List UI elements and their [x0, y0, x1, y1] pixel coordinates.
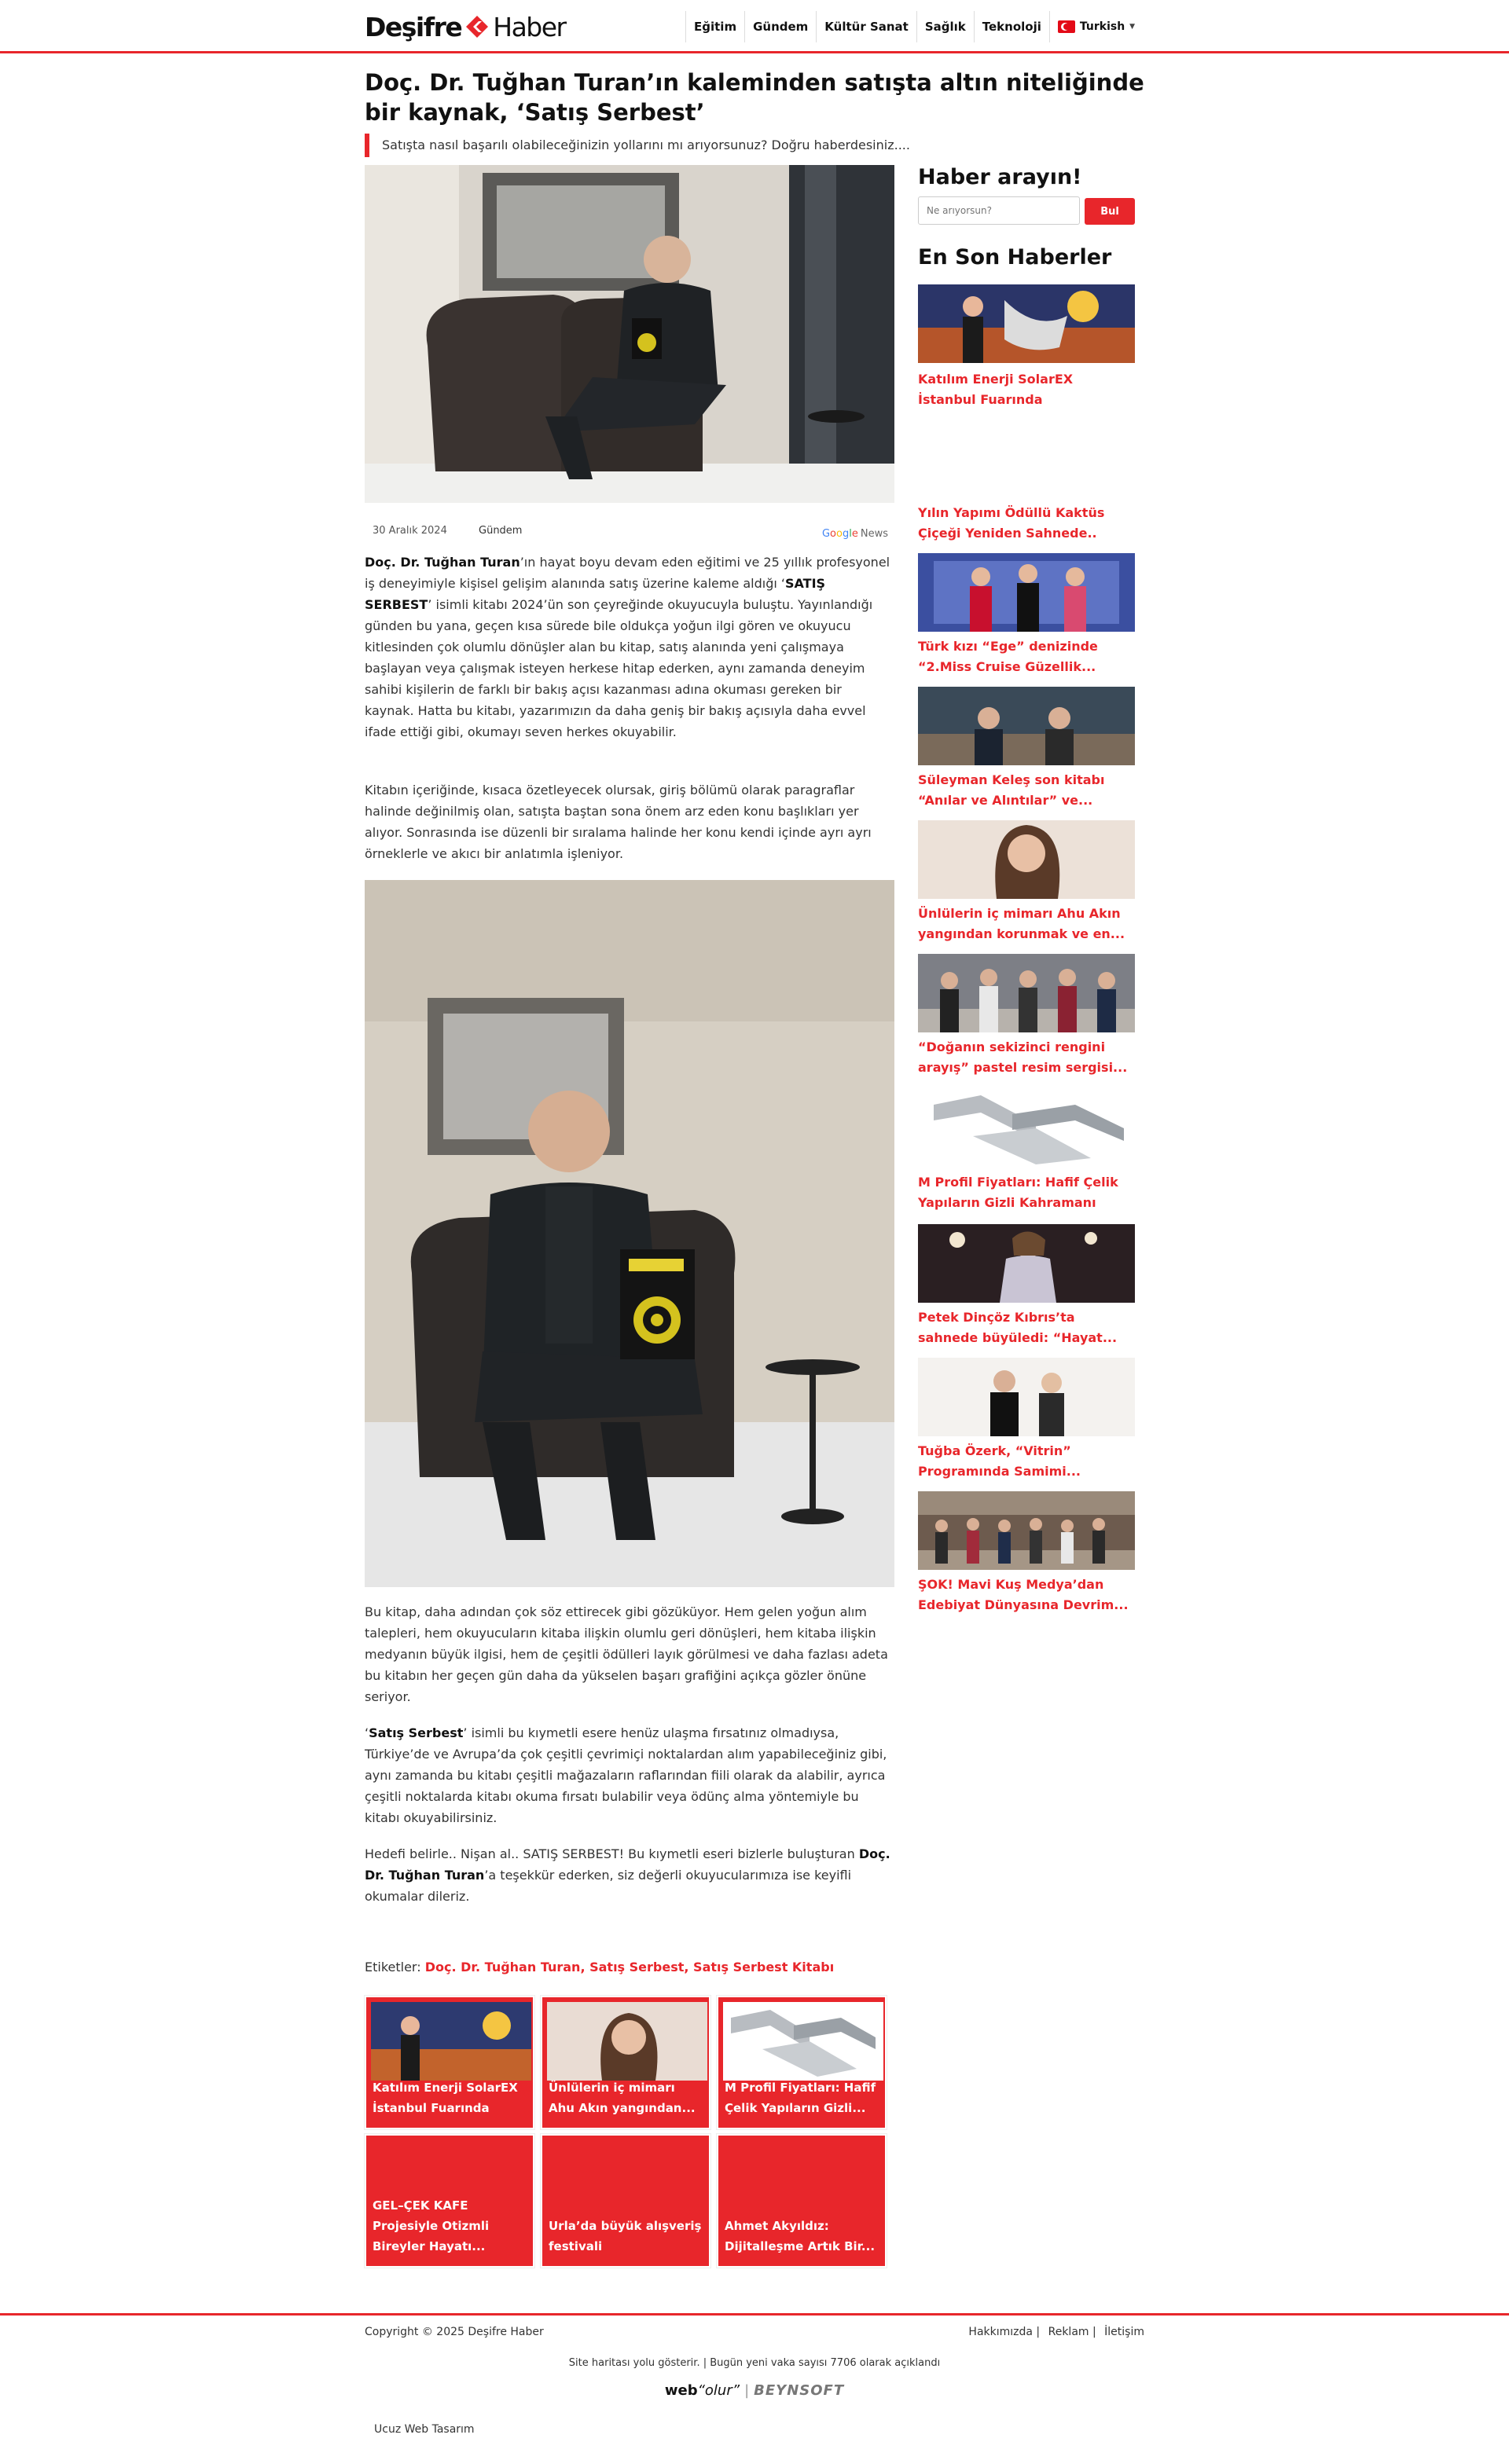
- book-title: SATIŞ SERBEST: [365, 576, 826, 612]
- author-name: Doç. Dr. Tuğhan Turan: [365, 555, 520, 570]
- article-title: Doç. Dr. Tuğhan Turan’ın kaleminden satışta altın niteliğinde bir kaynak, ‘Satış Serbest’: [365, 69, 1144, 126]
- side-thumb-duo[interactable]: [918, 1358, 1135, 1436]
- side-news-title[interactable]: Süleyman Keleş son kitabı “Anılar ve Alıntılar” ve...: [918, 772, 1105, 808]
- side-news-title[interactable]: M Profil Fiyatları: Hafif Çelik Yapıların Gizli Kahramanı: [918, 1175, 1118, 1210]
- google-news-icon: Google: [821, 528, 858, 540]
- side-news-title[interactable]: Petek Dinçöz Kıbrıs’ta sahnede büyüledi: “Hayat...: [918, 1310, 1118, 1345]
- article-paragraph-3: Bu kitap, daha adından çok söz ettirecek gibi gözüküyor. Hem gelen yoğun alım talepleri, hem okuyucuların kitaba ilişkin olumlu geri dönüşleri, hem kitaba ilişkin medyanın büyük ilgisi, hem de çeşitli ödülleri layık görülmesi ve daha fazlası adeta bu kitabın her geçen gün daha da yükselen başarı grafiğini açıkça gözler önüne seriyor.: [365, 1604, 888, 1704]
- tag-separator: ,: [580, 1960, 590, 1974]
- logo-arrow-icon: [463, 13, 491, 41]
- language-label: Turkish: [1079, 20, 1125, 33]
- side-thumb-group[interactable]: [918, 954, 1135, 1032]
- copyright-text: Copyright © 2025 Deşifre Haber: [365, 2326, 544, 2338]
- related-card[interactable]: [541, 2134, 710, 2268]
- article-lead: Satışta nasıl başarılı olabileceğinizin yollarını mı arıyorsunuz? Doğru haberdesiniz....: [365, 134, 1151, 157]
- nav-item-saglik[interactable]: Sağlık: [916, 11, 974, 42]
- tag-link[interactable]: Satış Serbest: [589, 1960, 685, 1974]
- nav-item-kultur-sanat[interactable]: Kültür Sanat: [816, 11, 916, 42]
- related-card[interactable]: [717, 1996, 887, 2129]
- side-thumb-stage[interactable]: [918, 1224, 1135, 1303]
- turkey-flag-icon: [1058, 20, 1075, 33]
- footer-link-iletisim[interactable]: İletişim: [1104, 2326, 1144, 2338]
- tag-separator: ,: [684, 1960, 694, 1974]
- article-date: 30 Aralık 2024: [373, 525, 447, 537]
- credit-separator: |: [744, 2382, 750, 2399]
- site-logo[interactable]: [365, 11, 566, 42]
- article-tags: [365, 1960, 834, 1974]
- side-thumb-interview[interactable]: [918, 687, 1135, 765]
- related-card[interactable]: [365, 2134, 534, 2268]
- language-selector[interactable]: [1049, 11, 1143, 42]
- cheap-web-design-link[interactable]: Ucuz Web Tasarım: [374, 2423, 475, 2436]
- article-paragraph-4: [365, 1722, 894, 1828]
- side-news-title[interactable]: ŞOK! Mavi Kuş Medya’dan Edebiyat Dünyasına Devrim...: [918, 1577, 1129, 1612]
- footer-link-hakkimizda[interactable]: Hakkımızda |: [968, 2326, 1041, 2338]
- credits-logos[interactable]: [0, 2382, 1509, 2399]
- related-thumb-woman: [547, 2002, 707, 2081]
- credit-web: web: [664, 2382, 698, 2399]
- article-meta: [365, 519, 894, 542]
- side-thumb-steel[interactable]: [918, 1089, 1135, 1168]
- related-articles-grid: [365, 1996, 894, 2268]
- side-thumb-pageant[interactable]: [918, 553, 1135, 632]
- article-paragraph-5: [365, 1843, 894, 1907]
- side-news-title[interactable]: Tuğba Özerk, “Vitrin” Programında Samimi...: [918, 1443, 1081, 1479]
- text-run: ’ın hayat boyu devam eden eğitimi ve 25 yıllık profesyonel iş deneyimiyle kişisel gelişim alanında satış üzerine kaleme aldığı ‘: [365, 555, 890, 591]
- text-run: ’ isimli bu kıymetli esere henüz ulaşma fırsatınız olmadıysa, Türkiye’de ve Avrupa’da çok çeşitli çevrimiçi noktalardan alım yapabileceğiniz gibi, aynı zamanda bu kitabı çeşitli mağazaların raflarından fiili olarak da alabilir, ayrıca çeşitli noktalarda kitabı okuma fırsatı bulabilir veya ödünç alma yöntemiyle bu kitabı okuyabilirsiniz.: [365, 1725, 887, 1825]
- related-title: M Profil Fiyatları: Hafif Çelik Yapıların Gizli...: [725, 2081, 876, 2115]
- tag-link[interactable]: Satış Serbest Kitabı: [693, 1960, 835, 1974]
- credit-beynsoft: BEYNSOFT: [754, 2382, 845, 2399]
- footer-link-reklam[interactable]: Reklam |: [1048, 2326, 1096, 2338]
- footer-links: [964, 2326, 1144, 2338]
- search-input[interactable]: [918, 196, 1080, 225]
- search-button[interactable]: Bul: [1085, 198, 1135, 225]
- nav-item-egitim[interactable]: Eğitim: [685, 11, 744, 42]
- credit-olur: “olur”: [697, 2382, 740, 2399]
- search-heading: Haber arayın!: [918, 165, 1082, 189]
- author-name: Doç. Dr. Tuğhan Turan: [365, 1846, 890, 1883]
- side-news-title[interactable]: Katılım Enerji SolarEX İstanbul Fuarında: [918, 372, 1074, 407]
- side-news-title[interactable]: Ünlülerin iç mimarı Ahu Akın yangından korunmak ve en...: [918, 906, 1125, 941]
- main-nav: [685, 11, 1143, 42]
- text-run: Hedefi belirle.. Nişan al.. SATIŞ SERBEST! Bu kıymetli eseri bizlerle buluşturan: [365, 1846, 859, 1861]
- related-card[interactable]: [541, 1996, 710, 2129]
- related-thumb-solar: [371, 2002, 531, 2081]
- text-run: ‘: [365, 1725, 369, 1740]
- nav-item-gundem[interactable]: Gündem: [744, 11, 816, 42]
- article-paragraph-2: Kitabın içeriğinde, kısaca özetleyecek olursak, giriş bölümü olarak paragraflar halinde değinilmiş olan, satışta baştan sona önem arz eden konu başlıkları yer alıyor. Sonrasında ise düzenli bir sıralama halinde her konu kendi içinde ayrı ayrı örneklerle ve akıcı bir anlatımla işleniyor.: [365, 783, 872, 861]
- caret-down-icon: ▼: [1129, 23, 1136, 31]
- related-title: Ahmet Akyıldız: Dijitalleşme Artık Bir...: [725, 2219, 876, 2253]
- article-paragraph-1: [365, 552, 894, 742]
- sitemap-text: Site haritası yolu gösterir. | Bugün yeni vaka sayısı 7706 olarak açıklandı: [568, 2357, 941, 2369]
- google-news-label: News: [860, 528, 888, 540]
- side-news-title[interactable]: Yılın Yapımı Ödüllü Kaktüs Çiçeği Yeniden Sahnede..: [918, 505, 1105, 541]
- text-run: ’ isimli kitabı 2024’ün son çeyreğinde okuyucuyla buluştu. Yayınlandığı günden bu yana, geçen kısa sürede bile oldukça yoğun ilgi gören ve okuyucu kitlesinden çok olumlu dönüşler alan bu kitap, satış alanında yeni çalışmaya başlayan veya çalışmak isteyen herkese hitap ederken, aynı zamanda deneyim sahibi kişilerin de farklı bir bakış açısı kazanması adına okuması gereken bir kaynak. Hatta bu kitabı, yazarımızın da daha geniş bir bakış açısıyla daha evvel ifade ettiği gibi, okumayı seven herkes okuyabilir.: [365, 597, 873, 739]
- related-thumb-steel: [723, 2002, 883, 2081]
- side-news-title[interactable]: “Doğanın sekizinci rengini arayış” pastel resim sergisi...: [918, 1040, 1128, 1075]
- side-news-title[interactable]: Türk kızı “Ege” denizinde “2.Miss Cruise Güzellik...: [918, 639, 1098, 674]
- tags-label: Etiketler:: [365, 1960, 421, 1974]
- footer-divider: [0, 2313, 1509, 2316]
- google-news-link[interactable]: [822, 528, 888, 540]
- side-thumb-solar[interactable]: [918, 284, 1135, 363]
- text-run: ’a teşekkür ederken, siz değerli okuyucularımıza ise keyifli okumalar dileriz.: [365, 1868, 852, 1904]
- latest-news-heading: En Son Haberler: [918, 245, 1112, 270]
- related-title: GEL–ÇEK KAFE Projesiyle Otizmli Bireyler Hayatı...: [373, 2198, 490, 2253]
- related-card[interactable]: [365, 1996, 534, 2129]
- related-title: Urla’da büyük alışveriş festivali: [549, 2219, 702, 2253]
- related-title: Ünlülerin iç mimarı Ahu Akın yangından...: [549, 2081, 696, 2115]
- related-card[interactable]: [717, 2134, 887, 2268]
- logo-text-desifre: Deşifre: [365, 11, 462, 42]
- tag-link[interactable]: Doç. Dr. Tuğhan Turan: [424, 1960, 581, 1974]
- article-category[interactable]: Gündem: [479, 525, 523, 537]
- article-hero-image: [365, 165, 894, 503]
- article-book-image: [365, 880, 894, 1587]
- related-title: Katılım Enerji SolarEX İstanbul Fuarında: [373, 2081, 518, 2115]
- logo-text-haber: Haber: [493, 11, 566, 42]
- site-header: [0, 0, 1509, 53]
- side-thumb-woman[interactable]: [918, 820, 1135, 899]
- book-title: Satış Serbest: [369, 1725, 464, 1740]
- side-thumb-crowd[interactable]: [918, 1491, 1135, 1570]
- nav-item-teknoloji[interactable]: Teknoloji: [974, 11, 1049, 42]
